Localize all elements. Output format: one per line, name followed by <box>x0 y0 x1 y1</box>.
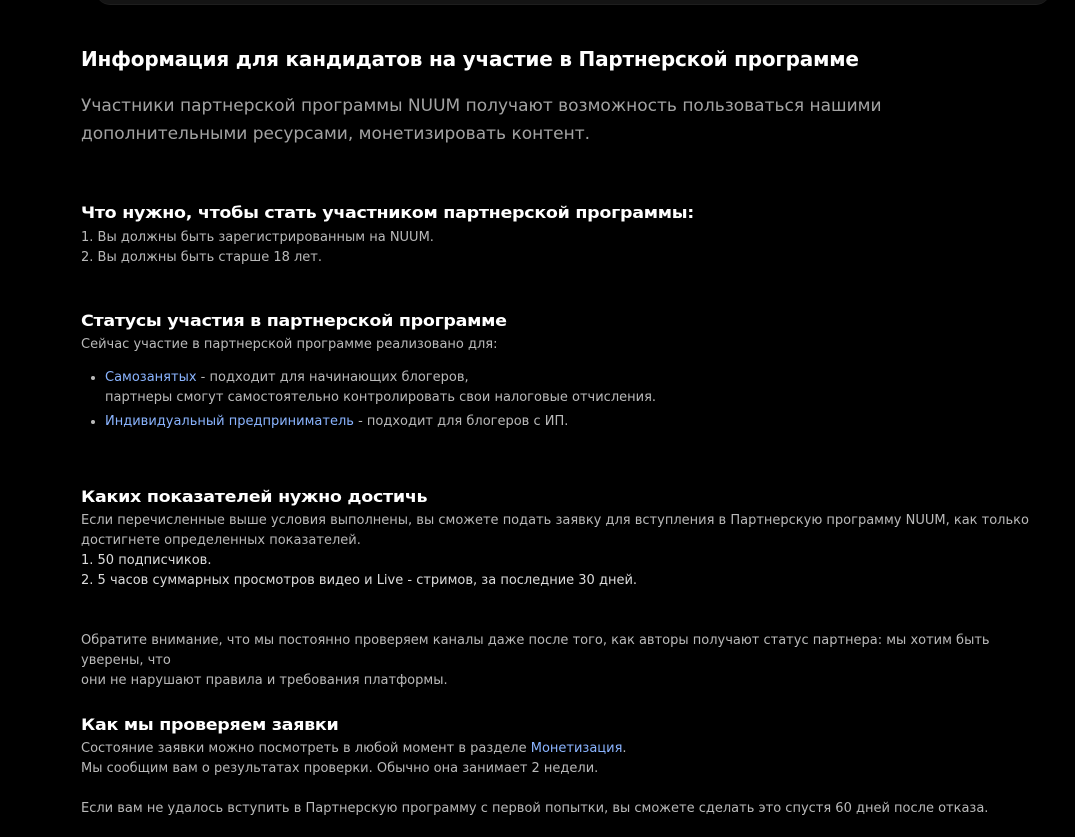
requirements-list <box>81 228 434 268</box>
bullet-icon <box>91 376 95 380</box>
list-item: 1. 50 подписчиков. <box>81 553 212 568</box>
list-item-text: партнеры смогут самостоятельно контролировать свои налоговые отчисления. <box>105 390 657 405</box>
list-item <box>81 412 656 432</box>
list-item: 1. Вы должны быть зарегистрированным на NUUM. <box>81 230 434 245</box>
list-item-text: - подходит для начинающих блогеров, <box>196 370 469 385</box>
review-result-line: Мы сообщим вам о результатах проверки. Обычно она занимает 2 недели. <box>81 761 599 776</box>
review-retry-line: Если вам не удалось вступить в Партнерскую программу с первой попытки, вы сможете сделать это спустя 60 дней после отказа. <box>81 801 989 816</box>
list-item-text: - подходит для блогеров с ИП. <box>353 414 569 429</box>
intro-line: дополнительными ресурсами, монетизировать контент. <box>81 124 591 144</box>
review-status-line <box>81 739 627 759</box>
self-employed-link[interactable]: Самозанятых <box>105 370 197 385</box>
statuses-lead-text: Сейчас участие в партнерской программе реализовано для: <box>81 337 498 352</box>
metrics-desc-line: достигнете определенных показателей. <box>81 533 361 548</box>
metrics-note-line: Обратите внимание, что мы постоянно проверяем каналы даже после того, как авторы получают статус партнера: мы хотим быть уверены, что <box>81 633 990 668</box>
metrics-description <box>81 511 1029 591</box>
list-item: 2. 5 часов суммарных просмотров видео и Live - стримов, за последние 30 дней. <box>81 573 638 588</box>
intro-paragraph <box>81 92 981 148</box>
list-item: 2. Вы должны быть старше 18 лет. <box>81 250 323 265</box>
bullet-icon <box>91 420 95 424</box>
review-text <box>81 739 627 779</box>
metrics-note <box>81 631 1051 691</box>
review-status-text: Состояние заявки можно посмотреть в любой момент в разделе <box>81 741 531 756</box>
page-title: Информация для кандидатов на участие в Партнерской программе <box>81 47 859 71</box>
statuses-heading: Статусы участия в партнерской программе <box>81 312 507 331</box>
requirements-heading: Что нужно, чтобы стать участником партнерской программы: <box>81 204 694 223</box>
metrics-heading: Каких показателей нужно достичь <box>81 488 428 507</box>
individual-entrepreneur-link[interactable]: Индивидуальный предприниматель <box>105 414 354 429</box>
statuses-lead <box>81 335 498 355</box>
top-search-bar <box>96 0 1050 5</box>
review-retry <box>81 799 988 819</box>
metrics-desc-line: Если перечисленные выше условия выполнены, вы сможете подать заявку для вступления в Партнерскую программу NUUM, как только <box>81 513 1029 528</box>
monetization-link[interactable]: Монетизация <box>530 741 623 756</box>
metrics-note-line: они не нарушают правила и требования платформы. <box>81 673 448 688</box>
intro-line: Участники партнерской программы NUUM получают возможность пользоваться нашими <box>81 96 882 116</box>
list-item <box>81 368 656 408</box>
review-heading: Как мы проверяем заявки <box>81 716 339 735</box>
review-status-end: . <box>622 741 627 756</box>
statuses-list <box>81 368 656 432</box>
